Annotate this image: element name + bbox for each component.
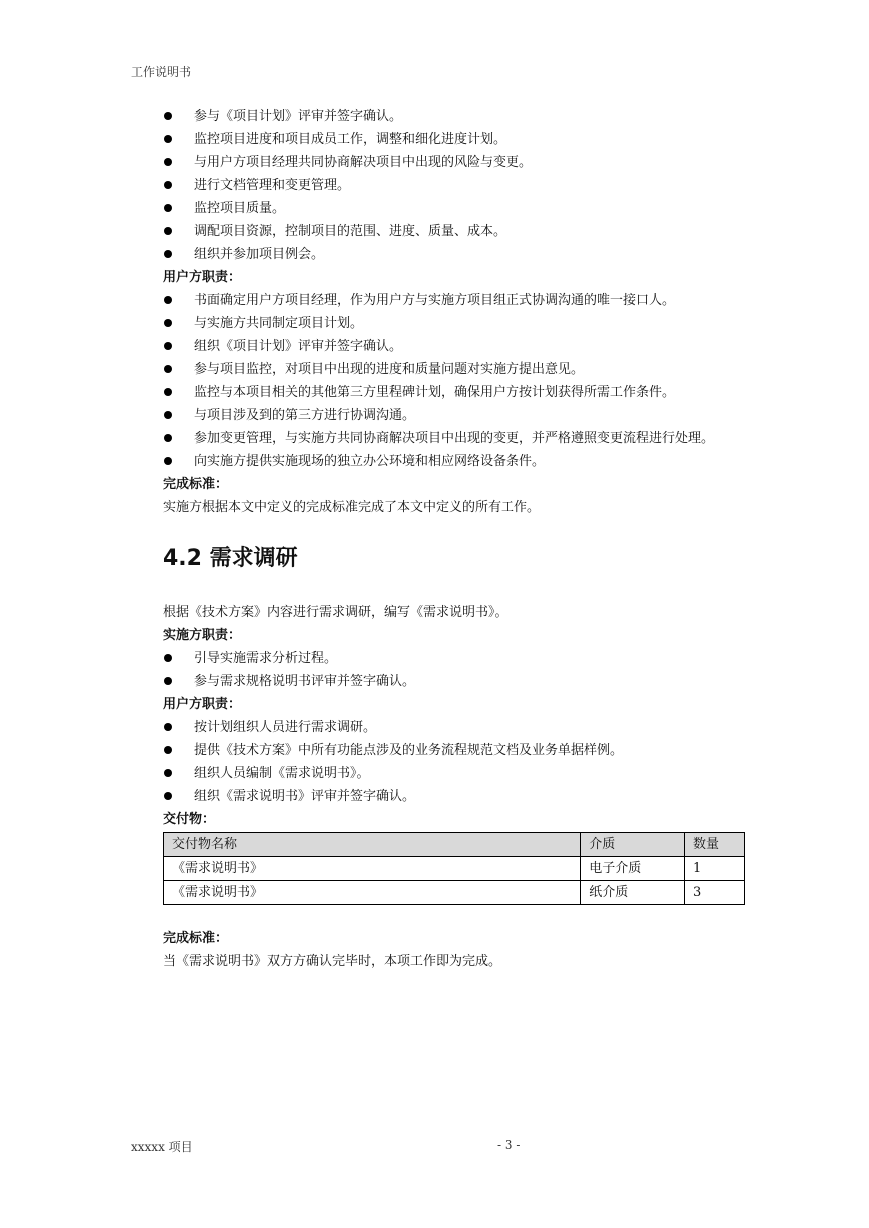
bullet-icon bbox=[164, 181, 172, 189]
bullet-icon bbox=[164, 342, 172, 350]
bullet-icon bbox=[164, 158, 172, 166]
list-item: 组织人员编制《需求说明书》。 bbox=[163, 762, 745, 785]
bullet-icon bbox=[164, 296, 172, 304]
impl-duties-list bbox=[163, 647, 745, 693]
table-cell: 1 bbox=[685, 857, 745, 881]
bullet-icon bbox=[164, 227, 172, 235]
list-item: 监控与本项目相关的其他第三方里程碑计划，确保用户方按计划获得所需工作条件。 bbox=[163, 381, 745, 404]
bullet-icon bbox=[164, 319, 172, 327]
user-duties-label: 用户方职责： bbox=[163, 270, 242, 285]
deliverables-table bbox=[163, 832, 745, 905]
bullet-icon bbox=[164, 388, 172, 396]
bullet-icon bbox=[164, 746, 172, 754]
bullet-icon bbox=[164, 769, 172, 777]
footer-project: xxxxx 项目 bbox=[131, 1140, 193, 1154]
section-intro: 根据《技术方案》内容进行需求调研，编写《需求说明书》。 bbox=[163, 605, 508, 620]
bullet-icon bbox=[164, 792, 172, 800]
list-item: 调配项目资源，控制项目的范围、进度、质量、成本。 bbox=[163, 220, 745, 243]
table-cell: 电子介质 bbox=[581, 857, 685, 881]
user-duties-list bbox=[163, 716, 745, 808]
completion-text: 实施方根据本文中定义的完成标准完成了本文中定义的所有工作。 bbox=[163, 500, 541, 515]
table-row bbox=[164, 857, 745, 881]
list-item: 与项目涉及到的第三方进行协调沟通。 bbox=[163, 404, 745, 427]
bullet-icon bbox=[164, 112, 172, 120]
table-header-row bbox=[164, 833, 745, 857]
list-item: 与用户方项目经理共同协商解决项目中出现的风险与变更。 bbox=[163, 151, 745, 174]
bullet-icon bbox=[164, 677, 172, 685]
completion-text: 当《需求说明书》双方方确认完毕时，本项工作即为完成。 bbox=[163, 954, 502, 969]
bullet-icon bbox=[164, 411, 172, 419]
list-item: 参与项目监控，对项目中出现的进度和质量问题对实施方提出意见。 bbox=[163, 358, 745, 381]
bullet-icon bbox=[164, 457, 172, 465]
completion-label: 完成标准： bbox=[163, 477, 229, 492]
page-header: 工作说明书 bbox=[131, 65, 192, 79]
section-heading: 4.2 需求调研 bbox=[163, 546, 298, 571]
list-item: 参与需求规格说明书评审并签字确认。 bbox=[163, 670, 745, 693]
list-item: 向实施方提供实施现场的独立办公环境和相应网络设备条件。 bbox=[163, 450, 745, 473]
table-cell: 《需求说明书》 bbox=[164, 881, 581, 905]
list-item: 与实施方共同制定项目计划。 bbox=[163, 312, 745, 335]
bullet-icon bbox=[164, 204, 172, 212]
list-item: 组织并参加项目例会。 bbox=[163, 243, 745, 266]
page-number: - 3 - bbox=[497, 1138, 521, 1152]
impl-duties-label: 实施方职责： bbox=[163, 628, 242, 643]
list-item: 监控项目质量。 bbox=[163, 197, 745, 220]
list-item: 按计划组织人员进行需求调研。 bbox=[163, 716, 745, 739]
bullet-icon bbox=[164, 654, 172, 662]
user-duties-list bbox=[163, 289, 745, 473]
list-item: 提供《技术方案》中所有功能点涉及的业务流程规范文档及业务单据样例。 bbox=[163, 739, 745, 762]
list-item: 书面确定用户方项目经理，作为用户方与实施方项目组正式协调沟通的唯一接口人。 bbox=[163, 289, 745, 312]
table-cell: 《需求说明书》 bbox=[164, 857, 581, 881]
table-cell: 3 bbox=[685, 881, 745, 905]
document-body bbox=[163, 105, 745, 973]
table-cell: 纸介质 bbox=[581, 881, 685, 905]
user-duties-label: 用户方职责： bbox=[163, 697, 242, 712]
impl-duties-continued-list bbox=[163, 105, 745, 266]
table-row bbox=[164, 881, 745, 905]
list-item: 监控项目进度和项目成员工作，调整和细化进度计划。 bbox=[163, 128, 745, 151]
bullet-icon bbox=[164, 135, 172, 143]
deliverables-label: 交付物： bbox=[163, 812, 216, 827]
bullet-icon bbox=[164, 250, 172, 258]
list-item: 组织《需求说明书》评审并签字确认。 bbox=[163, 785, 745, 808]
bullet-icon bbox=[164, 365, 172, 373]
bullet-icon bbox=[164, 723, 172, 731]
completion-label: 完成标准： bbox=[163, 931, 229, 946]
column-header: 交付物名称 bbox=[164, 833, 581, 857]
list-item: 参与《项目计划》评审并签字确认。 bbox=[163, 105, 745, 128]
bullet-icon bbox=[164, 434, 172, 442]
column-header: 介质 bbox=[581, 833, 685, 857]
list-item: 进行文档管理和变更管理。 bbox=[163, 174, 745, 197]
list-item: 组织《项目计划》评审并签字确认。 bbox=[163, 335, 745, 358]
list-item: 引导实施需求分析过程。 bbox=[163, 647, 745, 670]
list-item: 参加变更管理，与实施方共同协商解决项目中出现的变更，并严格遵照变更流程进行处理。 bbox=[163, 427, 745, 450]
column-header: 数量 bbox=[685, 833, 745, 857]
